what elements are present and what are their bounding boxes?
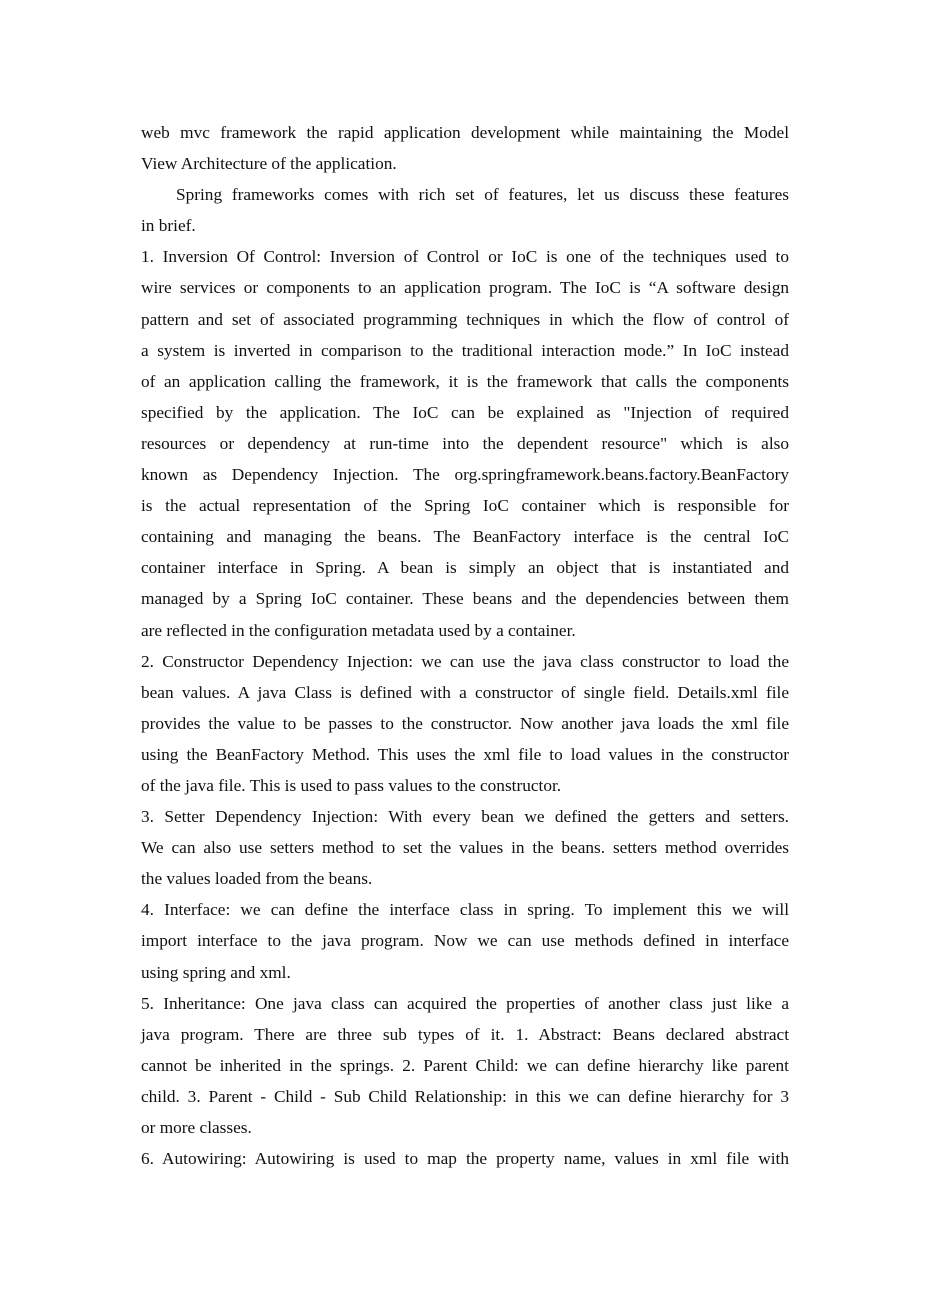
- text-line: managed by a Spring IoC container. These beans and the dependencies between them: [141, 589, 789, 609]
- text-line: specified by the application. The IoC can be explained as "Injection of required: [141, 402, 789, 422]
- text-line: wire services or components to an application program. The IoC is “A software design: [141, 278, 789, 298]
- text-line: using spring and xml.: [141, 962, 291, 982]
- text-line: in brief.: [141, 216, 196, 236]
- text-line: web mvc framework the rapid application development while maintaining the Model: [141, 123, 789, 142]
- text-line: known as Dependency Injection. The org.springframework.beans.factory.BeanFactory: [141, 465, 789, 485]
- text-line: 2. Constructor Dependency Injection: we can use the java class constructor to load the: [141, 651, 789, 671]
- text-line: Spring frameworks comes with rich set of features, let us discuss these features: [176, 185, 789, 205]
- text-line: 6. Autowiring: Autowiring is used to map the property name, values in xml file with: [141, 1149, 789, 1169]
- text-line: are reflected in the configuration metadata used by a container.: [141, 620, 576, 640]
- paragraph: [141, 801, 789, 894]
- text-line: containing and managing the beans. The BeanFactory interface is the central IoC: [141, 527, 789, 547]
- text-line: 1. Inversion Of Control: Inversion of Control or IoC is one of the techniques used to: [141, 247, 789, 267]
- text-line: container interface in Spring. A bean is simply an object that is instantiated and: [141, 558, 789, 578]
- text-line: or more classes.: [141, 1118, 252, 1137]
- text-line: using the BeanFactory Method. This uses the xml file to load values in the constructor: [141, 744, 789, 764]
- text-line: 5. Inheritance: One java class can acquired the properties of another class just like a: [141, 993, 789, 1013]
- text-line: 4. Interface: we can define the interface class in spring. To implement this we will: [141, 900, 789, 920]
- text-line: View Architecture of the application.: [141, 154, 397, 174]
- text-line: is the actual representation of the Spring IoC container which is responsible for: [141, 496, 789, 516]
- document-page: [141, 117, 789, 1174]
- paragraph: [141, 1143, 789, 1174]
- text-line: cannot be inherited in the springs. 2. Parent Child: we can define hierarchy like parent: [141, 1055, 789, 1075]
- text-line: bean values. A java Class is defined with a constructor of single field. Details.xml file: [141, 682, 789, 702]
- paragraph: [141, 988, 789, 1143]
- paragraph: [141, 117, 789, 179]
- text-line: java program. There are three sub types of it. 1. Abstract: Beans declared abstract: [141, 1024, 789, 1044]
- text-line: provides the value to be passes to the constructor. Now another java loads the xml file: [141, 713, 789, 733]
- text-line: the values loaded from the beans.: [141, 869, 373, 889]
- paragraph: [141, 894, 789, 987]
- text-line: of an application calling the framework, it is the framework that calls the components: [141, 371, 789, 391]
- text-line: child. 3. Parent - Child - Sub Child Relationship: in this we can define hierarchy for 3: [141, 1086, 789, 1106]
- text-line: import interface to the java program. Now we can use methods defined in interface: [141, 931, 789, 951]
- paragraph: [141, 646, 789, 801]
- paragraph: [141, 179, 789, 241]
- paragraph: [141, 241, 789, 645]
- text-line: a system is inverted in comparison to the traditional interaction mode.” In IoC instead: [141, 340, 789, 360]
- text-line: 3. Setter Dependency Injection: With every bean we defined the getters and setters.: [141, 807, 789, 827]
- text-line: resources or dependency at run-time into the dependent resource" which is also: [141, 433, 789, 453]
- text-line: We can also use setters method to set the values in the beans. setters method overrides: [141, 838, 789, 858]
- text-line: of the java file. This is used to pass values to the constructor.: [141, 775, 562, 795]
- text-line: pattern and set of associated programming techniques in which the flow of control of: [141, 309, 789, 329]
